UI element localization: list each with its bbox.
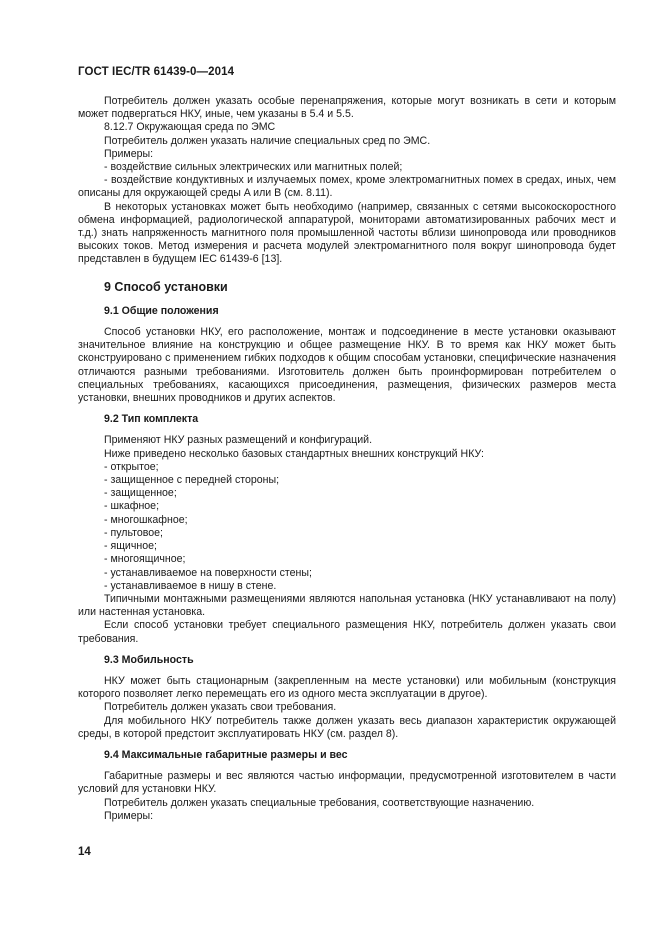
section-title-9-2: 9.2 Тип комплекта [104, 413, 199, 426]
document-header: ГОСТ IEC/TR 61439-0—2014 [78, 66, 235, 78]
list-item: - защищенное с передней стороны; [104, 474, 280, 487]
examples-label: Примеры: [104, 809, 154, 822]
paragraph: Типичными монтажными размещениями являются напольная установка (НКУ устанавливают на полу) или настенная установка. [78, 592, 616, 619]
section-title-9-4: 9.4 Максимальные габаритные размеры и вес [104, 748, 348, 761]
list-item: - многошкафное; [104, 513, 188, 526]
paragraph: Потребитель должен указать наличие специальных сред по ЭМС. [104, 134, 431, 147]
paragraph: Ниже приведено несколько базовых стандартных внешних конструкций НКУ: [104, 447, 484, 460]
paragraph: Применяют НКУ разных размещений и конфигураций. [104, 434, 373, 447]
list-item: - воздействие сильных электрических или магнитных полей; [104, 161, 403, 174]
paragraph: В некоторых установках может быть необходимо (например, связанных с сетями высокоскоростного обмена информацией, радиологической аппаратурой, мониторами автоматизированных рабочих мест и т.д.) знать напряженность магнитного поля промышленной частоты вблизи шинопровода или проводников высоких токов. Метод измерения и расчета модулей электромагнитного поля вокруг шинопровода будет представлен в будущем IEC 61439-6 [13]. [78, 200, 616, 266]
paragraph: Способ установки НКУ, его расположение, монтаж и подсоединение в месте установки оказывают значительное влияние на конструкцию и общее размещение НКУ. В то время как НКУ может быть сконструировано с применением гибких подходов к общим способам установки, специфические назначения отличаются разными требованиями. Изготовитель должен быть проинформирован потребителем о специальных требованиях, касающихся присоединения, размещения, физических размеров места установки, внешних проводников и других аспектов. [78, 326, 616, 405]
paragraph: Потребитель должен указать специальные требования, соответствующие назначению. [104, 796, 535, 809]
list-item: - устанавливаемое на поверхности стены; [104, 566, 312, 579]
paragraph: Для мобильного НКУ потребитель также должен указать весь диапазон характеристик окружающей среды, в которой предстоит эксплуатировать НКУ (см. раздел 8). [78, 714, 616, 740]
page-content [78, 95, 616, 823]
examples-label: Примеры: [104, 147, 154, 160]
list-item: - пультовое; [104, 526, 164, 539]
section-title-9-3: 9.3 Мобильность [104, 653, 194, 666]
section-title-9-1: 9.1 Общие положения [104, 304, 219, 317]
paragraph: НКУ может быть стационарным (закрепленным на месте установки) или мобильным (конструкция которого позволяет легко перемещать его из одного места эксплуатации в другое). [78, 674, 616, 701]
paragraph: Потребитель должен указать особые перенапряжения, которые могут возникать в сети и которым может подвергаться НКУ, иные, чем указаны в 5.4 и 5.5. [78, 95, 616, 121]
list-item: - устанавливаемое в нишу в стене. [104, 579, 277, 592]
list-item: - открытое; [104, 460, 159, 473]
list-item: - воздействие кондуктивных и излучаемых помех, кроме электромагнитных помех в средах, иных, чем описаны для окружающей среды A или B (см. 8.11). [78, 174, 616, 200]
paragraph: Если способ установки требует специального размещения НКУ, потребитель должен указать свои требования. [78, 619, 616, 645]
list-item: - защищенное; [104, 487, 177, 500]
list-item: - шкафное; [104, 500, 160, 513]
subsection-heading-8-12-7: 8.12.7 Окружающая среда по ЭМС [104, 121, 276, 134]
list-item: - ящичное; [104, 540, 157, 553]
paragraph: Потребитель должен указать свои требования. [104, 701, 337, 714]
list-item: - многоящичное; [104, 553, 186, 566]
section-title-9: 9 Способ установки [104, 279, 228, 294]
paragraph: Габаритные размеры и вес являются частью информации, предусмотренной изготовителем в части условий для установки НКУ. [78, 770, 616, 796]
page-number: 14 [78, 846, 91, 858]
